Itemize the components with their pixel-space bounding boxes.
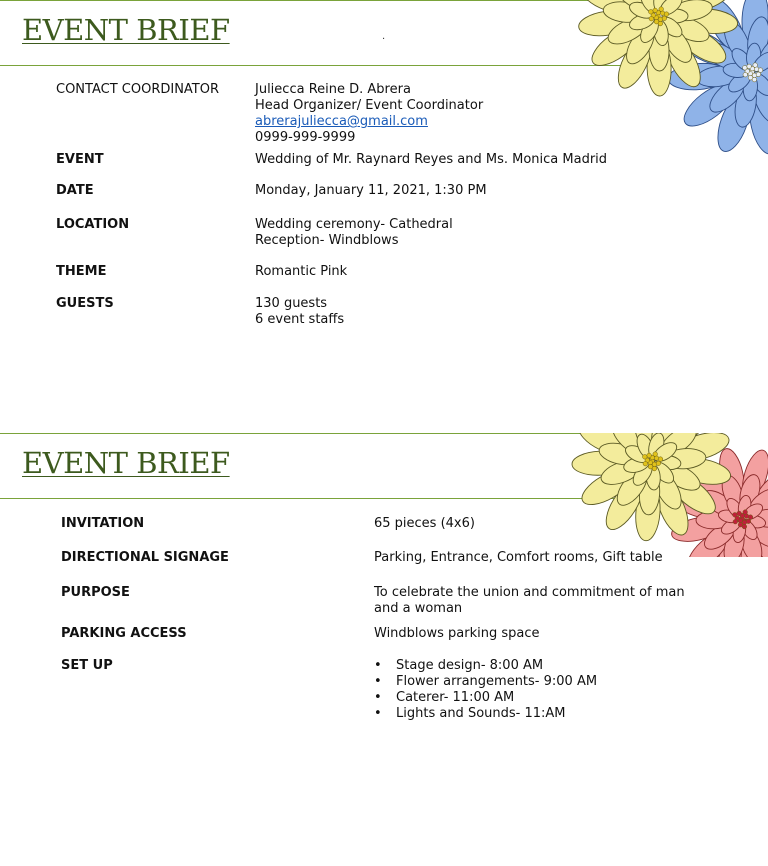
value-line: Wedding ceremony- Cathedral xyxy=(255,217,453,232)
value-invitation xyxy=(374,516,475,532)
value-purpose xyxy=(374,585,685,617)
label-set-up: SET UP xyxy=(61,658,113,673)
value-event xyxy=(255,152,607,168)
label-date: DATE xyxy=(56,183,94,198)
page-title: EVENT BRIEF xyxy=(22,13,230,47)
value-line: 65 pieces (4x6) xyxy=(374,516,475,531)
value-line: Romantic Pink xyxy=(255,264,348,279)
value-line: 6 event staffs xyxy=(255,312,345,327)
label-event: EVENT xyxy=(56,152,104,167)
setup-schedule-list xyxy=(374,658,597,722)
event-brief-page-1 xyxy=(0,0,768,400)
event-brief-page-2 xyxy=(0,433,768,866)
value-contact-coordinator xyxy=(255,82,483,146)
list-item: • Stage design- 8:00 AM xyxy=(374,658,597,674)
value-date xyxy=(255,183,487,199)
label-invitation: INVITATION xyxy=(61,516,145,531)
value-line: Monday, January 11, 2021, 1:30 PM xyxy=(255,183,487,198)
value-line: Parking, Entrance, Comfort rooms, Gift table xyxy=(374,550,663,565)
value-set-up xyxy=(374,658,597,722)
value-directional-signage xyxy=(374,550,663,566)
coordinator-phone: 0999-999-9999 xyxy=(255,130,356,145)
value-line: Reception- Windblows xyxy=(255,233,399,248)
page-title: EVENT BRIEF xyxy=(22,446,230,480)
coordinator-email-link[interactable]: abrerajuliecca@gmail.com xyxy=(255,114,428,129)
coordinator-role: Head Organizer/ Event Coordinator xyxy=(255,98,484,113)
label-parking-access: PARKING ACCESS xyxy=(61,626,187,641)
label-purpose: PURPOSE xyxy=(61,585,130,600)
stray-dot: . xyxy=(382,31,386,42)
label-theme: THEME xyxy=(56,264,107,279)
coordinator-name: Juliecca Reine D. Abrera xyxy=(255,82,411,97)
list-item: • Flower arrangements- 9:00 AM xyxy=(374,674,597,690)
value-location xyxy=(255,217,453,249)
value-line: Wedding of Mr. Raynard Reyes and Ms. Monica Madrid xyxy=(255,152,608,167)
value-guests xyxy=(255,296,344,328)
label-guests: GUESTS xyxy=(56,296,114,311)
title-banner xyxy=(0,0,641,66)
value-line: and a woman xyxy=(374,601,463,616)
list-item: • Lights and Sounds- 11:AM xyxy=(374,706,597,722)
list-item: • Caterer- 11:00 AM xyxy=(374,690,597,706)
label-contact-coordinator: CONTACT COORDINATOR xyxy=(56,82,220,97)
label-location: LOCATION xyxy=(56,217,130,232)
label-directional-signage: DIRECTIONAL SIGNAGE xyxy=(61,550,229,565)
flower-decoration xyxy=(570,433,768,557)
value-line: To celebrate the union and commitment of man xyxy=(374,585,685,600)
flower-decoration xyxy=(566,0,768,176)
title-banner xyxy=(0,433,641,499)
value-line: 130 guests xyxy=(255,296,328,311)
value-theme xyxy=(255,264,347,280)
value-parking-access xyxy=(374,626,540,642)
value-line: Windblows parking space xyxy=(374,626,540,641)
